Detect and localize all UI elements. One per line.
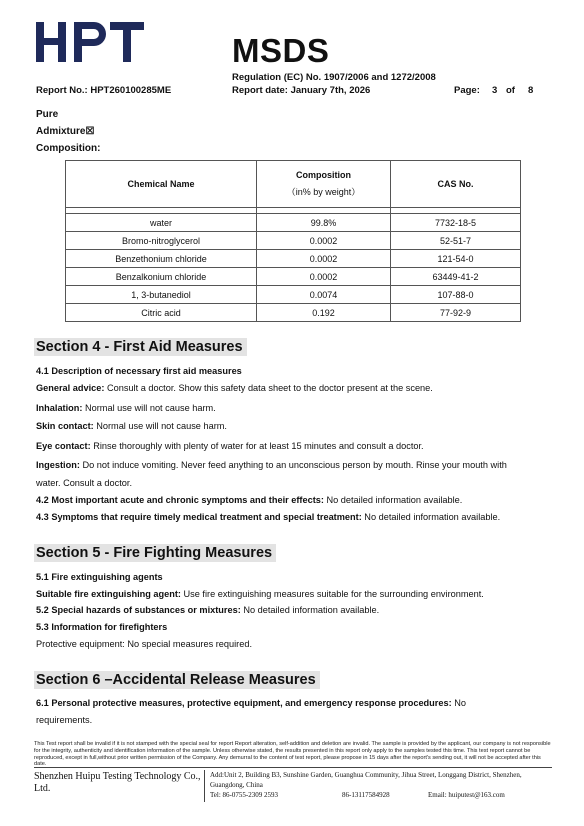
ingestion-label: Ingestion:: [36, 460, 80, 470]
admixture-label: Admixture☒: [36, 126, 95, 137]
eye-contact-label: Eye contact:: [36, 441, 91, 451]
table-row: [66, 250, 521, 268]
skin-contact-text: Normal use will not cause harm.: [93, 421, 227, 431]
footer-contact-row: [210, 790, 552, 800]
s61-text: No: [451, 698, 466, 708]
ingestion: [36, 459, 551, 471]
skin-contact-label: Skin contact:: [36, 421, 94, 431]
s42: [36, 494, 551, 506]
cell-comp: 0.0002: [257, 232, 391, 250]
table-row: [66, 304, 521, 322]
col-cas-no: CAS No.: [391, 161, 521, 208]
cell-name: water: [66, 214, 257, 232]
cell-cas: 77-92-9: [391, 304, 521, 322]
footer-email: Email: huiputest@163.com: [428, 791, 505, 799]
composition-label: Composition:: [36, 143, 101, 154]
col-composition-line1: Composition: [296, 170, 351, 180]
footer-mobile: 86-13117584928: [342, 791, 390, 799]
s52-text: No detailed information available.: [240, 605, 380, 615]
suitable-agent-label: Suitable fire extinguishing agent:: [36, 589, 181, 599]
cell-cas: 107-88-0: [391, 286, 521, 304]
general-advice: [36, 382, 551, 394]
s52: [36, 604, 551, 616]
cell-cas: 7732-18-5: [391, 214, 521, 232]
footer-disclaimer: This Test report shall be invalid if it is not stamped with the special seal for report Report alteration, self-addition and deletion are invalid. The sample is provided by the applicant, our company is not responsible for the integrity, authenticity and identification information of the sample. Unless otherwise stated, the results presented in this report only apply to the samples tested this time. This test report cannot be reproduced, except in full,without prior written permission of the Company. Any demurral to the content of test report, please propose in 15 days after the report's sending out, it will not be accepted after this date.: [34, 741, 551, 768]
s43-label: 4.3 Symptoms that require timely medical treatment and special treatment:: [36, 512, 362, 522]
footer-tel: Tel: 86-0755-2309 2593: [210, 791, 278, 799]
footer-company: Shenzhen Huipu Testing Technology Co., Ltd.: [34, 771, 201, 794]
cell-name: 1, 3-butanediol: [66, 286, 257, 304]
regulation-text: Regulation (EC) No. 1907/2006 and 1272/2008: [232, 72, 436, 83]
s42-text: No detailed information available.: [323, 495, 463, 505]
footer-contact-box: [34, 767, 552, 802]
general-advice-text: Consult a doctor. Show this safety data sheet to the doctor present at the scene.: [104, 383, 433, 393]
cell-comp: 0.0002: [257, 268, 391, 286]
col-chemical-name: Chemical Name: [66, 161, 257, 208]
table-row: [66, 232, 521, 250]
cell-comp: 99.8%: [257, 214, 391, 232]
s42-label: 4.2 Most important acute and chronic symptoms and their effects:: [36, 495, 324, 505]
col-composition-line2: （in% by weight）: [286, 187, 361, 197]
pure-label: Pure: [36, 109, 59, 120]
table-row: [66, 214, 521, 232]
cell-cas: 63449-41-2: [391, 268, 521, 286]
section6-title: Section 6 –Accidental Release Measures: [34, 671, 320, 689]
s51-heading: 5.1 Fire extinguishing agents: [36, 572, 163, 582]
section5-title: Section 5 - Fire Fighting Measures: [34, 544, 276, 562]
report-date: Report date: January 7th, 2026: [232, 85, 371, 96]
cell-cas: 52-51-7: [391, 232, 521, 250]
page-label: Page:: [454, 85, 480, 96]
s61-cont: requirements.: [36, 715, 93, 725]
page-current: 3: [492, 85, 498, 96]
s43: [36, 511, 551, 523]
report-number: Report No.: HPT260100285ME: [36, 85, 172, 96]
hpt-logo: [36, 20, 148, 66]
s41-heading: 4.1 Description of necessary first aid measures: [36, 366, 242, 376]
cell-comp: 0.0002: [257, 250, 391, 268]
section4-title: Section 4 - First Aid Measures: [34, 338, 247, 356]
cell-name: Bromo-nitroglycerol: [66, 232, 257, 250]
table-row: [66, 268, 521, 286]
col-composition: [257, 161, 391, 208]
cell-cas: 121-54-0: [391, 250, 521, 268]
s61-label: 6.1 Personal protective measures, protective equipment, and emergency response procedures:: [36, 698, 452, 708]
footer-divider: [204, 770, 205, 802]
inhalation-text: Normal use will not cause harm.: [82, 403, 216, 413]
page-of: of: [506, 85, 515, 96]
footer-address: Add:Unit 2, Building B3, Sunshine Garden, Guanghua Community, Jihua Street, Longgang District, Shenzhen, Guangdong, China: [210, 771, 522, 789]
page-total: 8: [528, 85, 534, 96]
footer-address-block: [210, 770, 552, 800]
composition-table: [65, 160, 521, 322]
suitable-agent-text: Use fire extinguishing measures suitable for the surrounding environment.: [180, 589, 484, 599]
cell-comp: 0.192: [257, 304, 391, 322]
eye-contact: [36, 440, 551, 452]
suitable-agent: [36, 588, 551, 600]
document-title: MSDS: [232, 32, 330, 69]
skin-contact: [36, 420, 551, 432]
cell-name: Citric acid: [66, 304, 257, 322]
table-row: [66, 286, 521, 304]
table-header-row: [66, 161, 521, 208]
inhalation-label: Inhalation:: [36, 403, 83, 413]
s52-label: 5.2 Special hazards of substances or mixtures:: [36, 605, 241, 615]
inhalation: [36, 402, 551, 414]
protective-equipment: Protective equipment: No special measures required.: [36, 639, 253, 649]
s53-heading: 5.3 Information for firefighters: [36, 622, 168, 632]
general-advice-label: General advice:: [36, 383, 105, 393]
s61: [36, 697, 551, 709]
cell-name: Benzethonium chloride: [66, 250, 257, 268]
ingestion-cont: water. Consult a doctor.: [36, 478, 133, 488]
s43-text: No detailed information available.: [361, 512, 501, 522]
ingestion-text: Do not induce vomiting. Never feed anything to an unconscious person by mouth. Rinse your mouth with: [79, 460, 507, 470]
cell-comp: 0.0074: [257, 286, 391, 304]
cell-name: Benzalkonium chloride: [66, 268, 257, 286]
eye-contact-text: Rinse thoroughly with plenty of water for at least 15 minutes and consult a doctor.: [90, 441, 424, 451]
